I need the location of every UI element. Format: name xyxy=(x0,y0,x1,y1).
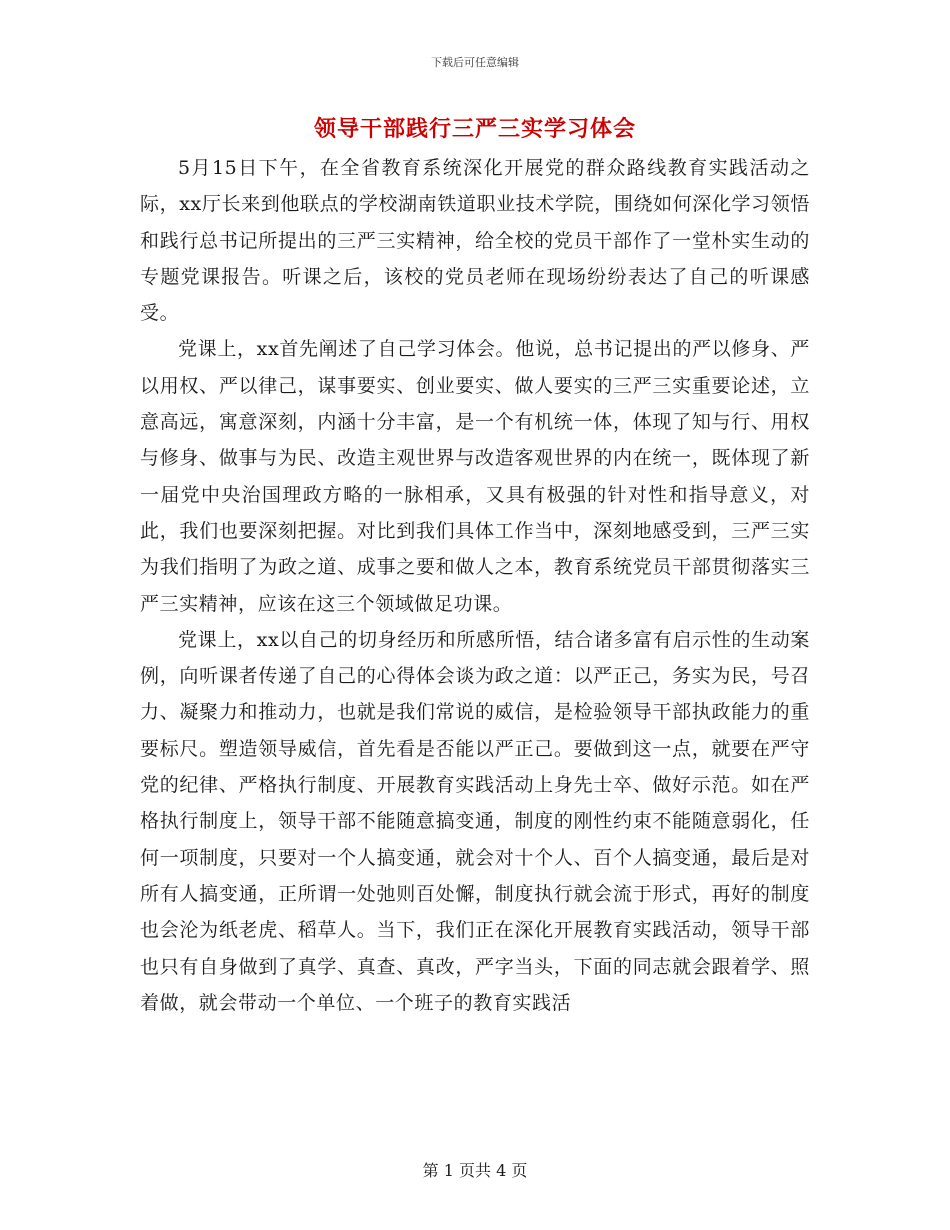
page-number: 第 1 页共 4 页 xyxy=(422,1161,528,1180)
paragraph-1: 5月15日下午，在全省教育系统深化开展党的群众路线教育实践活动之际，xx厅长来到他联点的学校湖南铁道职业技术学院，围绕如何深化学习领悟和践行总书记所提出的三严三实精神，给全校的党员干部作了一堂朴实生动的专题党课报告。听课之后，该校的党员老师在现场纷纷表达了自己的听课感受。 xyxy=(140,157,810,325)
paragraph-3: 党课上，xx以自己的切身经历和所感所悟，结合诸多富有启示性的生动案例，向听课者传递了自己的心得体会谈为政之道：以严正己，务实为民，号召力、凝聚力和推动力，也就是我们常说的威信，是检验领导干部执政能力的重要标尺。塑造领导威信，首先看是否能以严正己。要做到这一点，就要在严守党的纪律、严格执行制度、开展教育实践活动上身先士卒、做好示范。如在严格执行制度上，领导干部不能随意搞变通，制度的刚性约束不能随意弱化，任何一项制度，只要对一个人搞变通，就会对十个人、百个人搞变通，最后是对所有人搞变通，正所谓一处弛则百处懈，制度执行就会流于形式，再好的制度也会沦为纸老虎、稻草人。当下，我们正在深化开展教育实践活动，领导干部也只有自身做到了真学、真查、真改，严字当头，下面的同志就会跟着学、照着做，就会带动一个单位、一个班子的教育实践活 xyxy=(140,628,810,1014)
document-body xyxy=(140,150,810,1021)
paragraph-2: 党课上，xx首先阐述了自己学习体会。他说，总书记提出的严以修身、严以用权、严以律己，谋事要实、创业要实、做人要实的三严三实重要论述，立意高远，寓意深刻，内涵十分丰富，是一个有机统一体，体现了知与行、用权与修身、做事与为民、改造主观世界与改造客观世界的内在统一，既体现了新一届党中央治国理政方略的一脉相承，又具有极强的针对性和指导意义，对此，我们也要深刻把握。对比到我们具体工作当中，深刻地感受到，三严三实为我们指明了为政之道、成事之要和做人之本，教育系统党员干部贯彻落实三严三实精神，应该在这三个领域做足功课。 xyxy=(140,338,810,615)
header-note: 下载后可任意编辑 xyxy=(431,56,519,69)
document-title: 领导干部践行三严三实学习体会 xyxy=(313,116,636,142)
